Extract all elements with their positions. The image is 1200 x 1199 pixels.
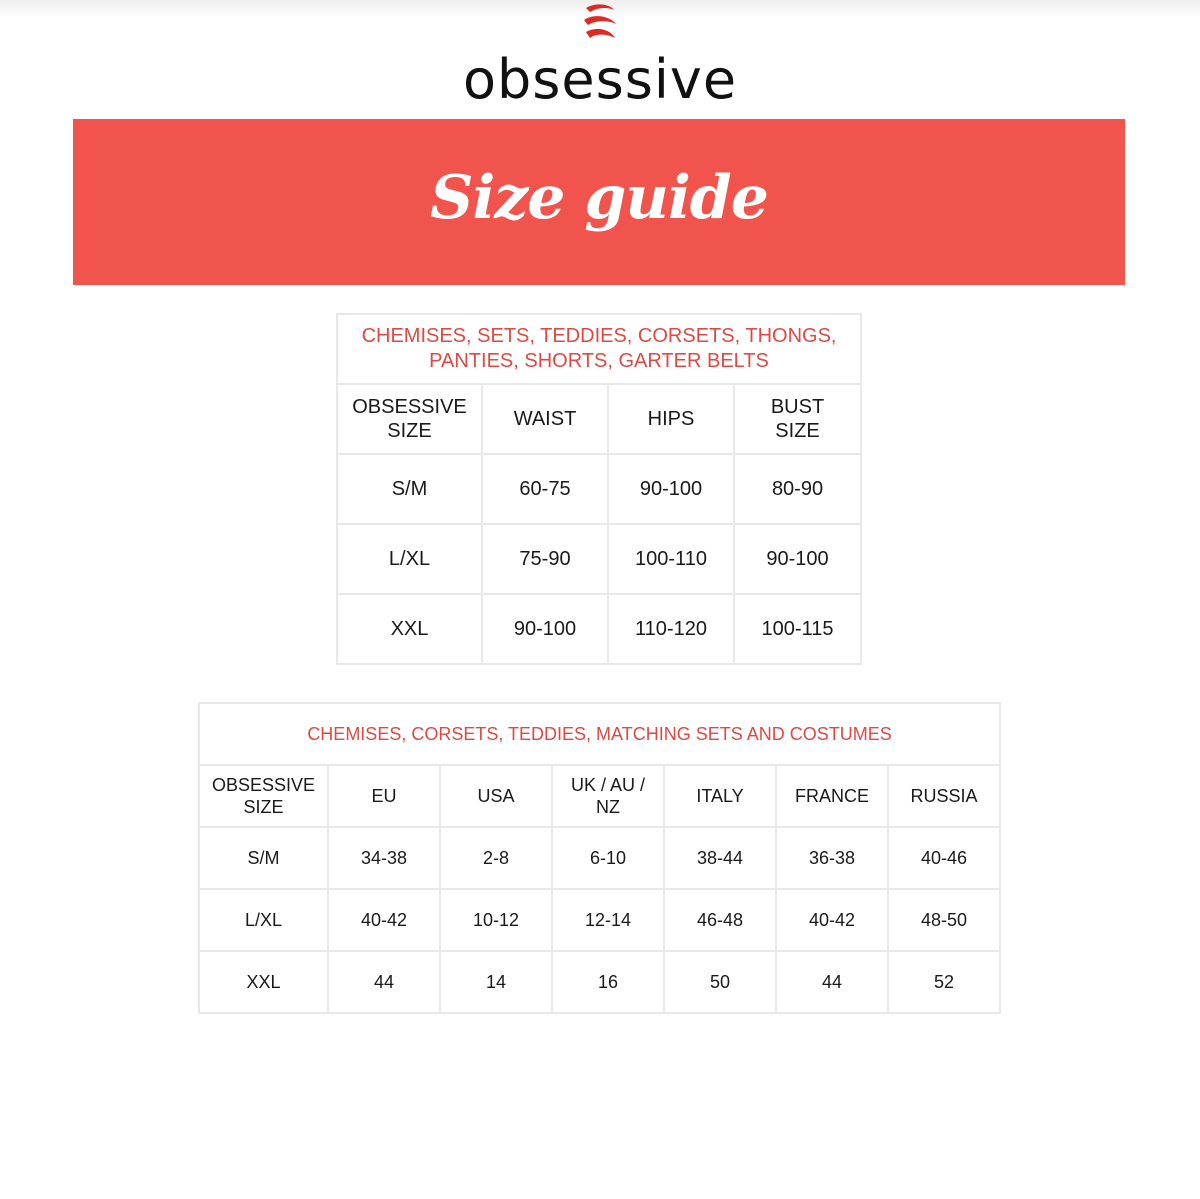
- table-cell: 38-44: [664, 827, 776, 889]
- brand-logo-icon: [578, 2, 622, 48]
- column-header: WAIST: [482, 384, 608, 454]
- table-row: [337, 454, 861, 524]
- table-cell: 14: [440, 951, 552, 1013]
- table-row: [199, 827, 1000, 889]
- table-row: [199, 951, 1000, 1013]
- column-header: BUST SIZE: [734, 384, 861, 454]
- table-cell: 12-14: [552, 889, 664, 951]
- column-header: UK / AU / NZ: [552, 765, 664, 827]
- table-cell: 44: [328, 951, 440, 1013]
- table-cell: 16: [552, 951, 664, 1013]
- table-header-row: [199, 765, 1000, 827]
- table-cell: L/XL: [199, 889, 328, 951]
- table-cell: 48-50: [888, 889, 1000, 951]
- table-cell: 50: [664, 951, 776, 1013]
- table-cell: 110-120: [608, 594, 734, 664]
- size-guide-banner: [73, 119, 1125, 285]
- table-row: [337, 594, 861, 664]
- table-title: [337, 314, 861, 384]
- table-cell: 46-48: [664, 889, 776, 951]
- banner-title: Size guide: [430, 163, 768, 233]
- table-cell: 52: [888, 951, 1000, 1013]
- table-cell: 40-46: [888, 827, 1000, 889]
- size-table-measurements: [336, 313, 862, 665]
- table-title-line: CHEMISES, SETS, TEDDIES, CORSETS, THONGS,: [361, 325, 837, 347]
- table-cell: 100-115: [734, 594, 861, 664]
- column-header: RUSSIA: [888, 765, 1000, 827]
- column-header: HIPS: [608, 384, 734, 454]
- table-cell: 2-8: [440, 827, 552, 889]
- table-title: CHEMISES, CORSETS, TEDDIES, MATCHING SETS AND COSTUMES: [199, 703, 1000, 765]
- table-row: [199, 889, 1000, 951]
- table-cell: 60-75: [482, 454, 608, 524]
- table-cell: 36-38: [776, 827, 888, 889]
- table-cell: 6-10: [552, 827, 664, 889]
- column-header: OBSESSIVE SIZE: [199, 765, 328, 827]
- column-header: ITALY: [664, 765, 776, 827]
- table-header-row: [337, 384, 861, 454]
- column-header: OBSESSIVE SIZE: [337, 384, 482, 454]
- table-cell: S/M: [337, 454, 482, 524]
- table-cell: S/M: [199, 827, 328, 889]
- table-cell: L/XL: [337, 524, 482, 594]
- table-cell: 75-90: [482, 524, 608, 594]
- table-cell: 90-100: [608, 454, 734, 524]
- table-cell: 100-110: [608, 524, 734, 594]
- size-table-conversion: [198, 702, 1001, 1014]
- table-title-line: PANTIES, SHORTS, GARTER BELTS: [429, 350, 769, 372]
- table-cell: 90-100: [482, 594, 608, 664]
- table-cell: XXL: [337, 594, 482, 664]
- table-cell: 80-90: [734, 454, 861, 524]
- table-cell: 44: [776, 951, 888, 1013]
- table-cell: 90-100: [734, 524, 861, 594]
- column-header: EU: [328, 765, 440, 827]
- column-header: FRANCE: [776, 765, 888, 827]
- table-cell: 10-12: [440, 889, 552, 951]
- brand-wordmark: obsessive: [462, 48, 738, 111]
- table-cell: 40-42: [776, 889, 888, 951]
- table-cell: 40-42: [328, 889, 440, 951]
- table-cell: 34-38: [328, 827, 440, 889]
- table-row: [337, 524, 861, 594]
- column-header: USA: [440, 765, 552, 827]
- table-cell: XXL: [199, 951, 328, 1013]
